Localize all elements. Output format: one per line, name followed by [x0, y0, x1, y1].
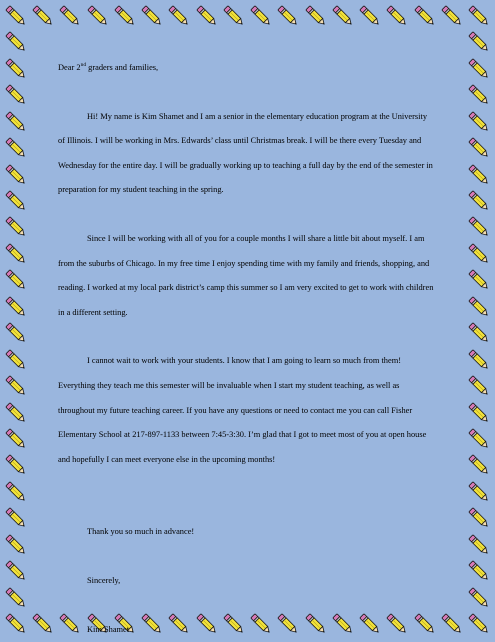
pencil-icon — [466, 3, 492, 29]
pencil-icon — [466, 320, 492, 346]
paragraph-contact: I cannot wait to work with your students. I know that I am going to learn so much from them! Everything they teach me this semester will be invaluable when I start my student teaching, as well as throughout my future teaching career. If you have any questions or need to contact me you can call Fisher Elementary School at 217-897-1133 between 7:45-3:30. I’m glad that I got to meet most of you at open house and hopefully I can meet everyone else in the upcoming months! — [58, 349, 436, 472]
greeting-start: Dear 2 — [58, 63, 81, 72]
pencil-icon — [466, 400, 492, 426]
pencil-icon — [248, 3, 274, 29]
pencil-icon — [466, 611, 492, 637]
pencil-icon — [3, 479, 29, 505]
pencil-icon — [57, 3, 83, 29]
pencil-icon — [3, 82, 29, 108]
pencil-icon — [466, 294, 492, 320]
pencil-icon — [3, 29, 29, 55]
pencil-icon — [3, 267, 29, 293]
pencil-icon — [466, 426, 492, 452]
paragraph-about-me: Since I will be working with all of you for a couple months I will share a little bit about myself. I am from the suburbs of Chicago. In my free time I enjoy spending time with my family and friends, shopping, and reading. I worked at my local park district’s camp this summer so I am very excited to get to work with children in a different setting. — [58, 227, 436, 325]
pencil-icon — [3, 135, 29, 161]
greeting-end: graders and families, — [86, 63, 158, 72]
pencil-icon — [466, 585, 492, 611]
pencil-icon — [3, 373, 29, 399]
pencil-icon — [303, 3, 329, 29]
signoff: Sincerely, — [58, 569, 436, 594]
greeting — [58, 56, 436, 81]
pencil-icon — [139, 3, 165, 29]
pencil-icon — [221, 3, 247, 29]
pencil-icon — [466, 241, 492, 267]
pencil-icon — [3, 452, 29, 478]
letter-body — [58, 56, 436, 642]
pencil-icon — [466, 135, 492, 161]
pencil-icon — [3, 347, 29, 373]
pencil-icon — [466, 505, 492, 531]
pencil-icon — [384, 3, 410, 29]
pencil-icon — [3, 426, 29, 452]
pencil-icon — [466, 162, 492, 188]
pencil-icon — [466, 452, 492, 478]
pencil-icon — [466, 558, 492, 584]
pencil-icon — [439, 611, 465, 637]
pencil-icon — [194, 3, 220, 29]
pencil-icon — [3, 56, 29, 82]
pencil-icon — [466, 267, 492, 293]
pencil-icon — [3, 188, 29, 214]
pencil-icon — [3, 109, 29, 135]
pencil-icon — [466, 29, 492, 55]
pencil-icon — [330, 3, 356, 29]
pencil-icon — [112, 3, 138, 29]
pencil-icon — [466, 479, 492, 505]
pencil-icon — [3, 532, 29, 558]
pencil-icon — [466, 188, 492, 214]
pencil-icon — [3, 294, 29, 320]
greeting-superscript: nd — [81, 62, 87, 68]
signature: Kim Shamet — [58, 618, 436, 642]
pencil-icon — [466, 347, 492, 373]
pencil-icon — [3, 241, 29, 267]
pencil-icon — [412, 3, 438, 29]
pencil-icon — [3, 3, 29, 29]
pencil-icon — [3, 320, 29, 346]
pencil-icon — [30, 3, 56, 29]
pencil-icon — [357, 3, 383, 29]
pencil-icon — [3, 400, 29, 426]
pencil-icon — [3, 585, 29, 611]
pencil-icon — [85, 3, 111, 29]
pencil-icon — [3, 558, 29, 584]
pencil-icon — [3, 505, 29, 531]
paragraph-intro: Hi! My name is Kim Shamet and I am a senior in the elementary education program at the University of Illinois. I will be working in Mrs. Edwards’ class until Christmas break. I will be there every Tuesday and Wednesday for the entire day. I will be gradually working up to teaching a full day by the end of the semester in preparation for my student teaching in the spring. — [58, 105, 436, 203]
pencil-icon — [166, 3, 192, 29]
pencil-icon — [466, 56, 492, 82]
pencil-icon — [3, 611, 29, 637]
pencil-icon — [466, 82, 492, 108]
pencil-icon — [3, 214, 29, 240]
pencil-icon — [466, 532, 492, 558]
pencil-icon — [466, 373, 492, 399]
pencil-icon — [466, 214, 492, 240]
thanks-line: Thank you so much in advance! — [58, 520, 436, 545]
pencil-icon — [439, 3, 465, 29]
pencil-icon — [30, 611, 56, 637]
pencil-icon — [3, 162, 29, 188]
pencil-icon — [466, 109, 492, 135]
pencil-icon — [275, 3, 301, 29]
